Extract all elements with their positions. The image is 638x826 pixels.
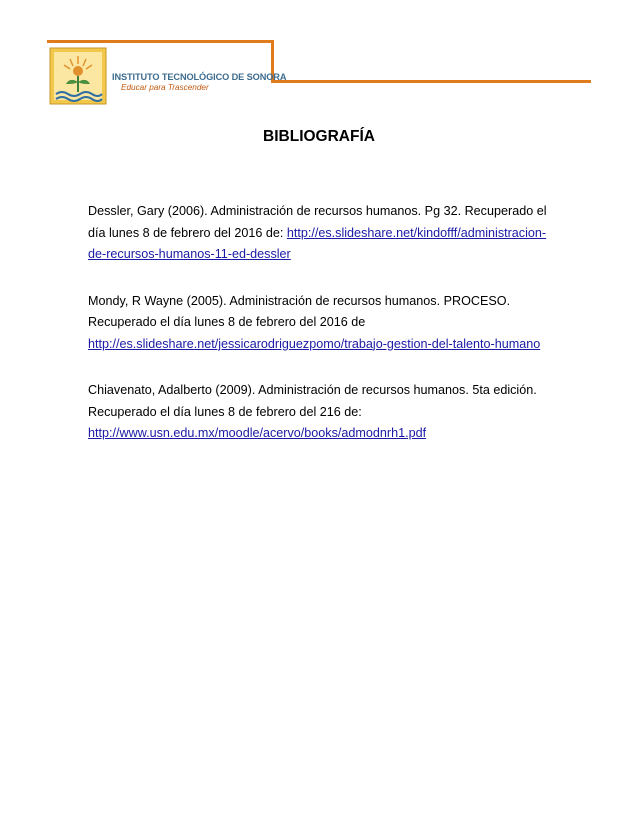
reference-line [88,334,558,356]
page-header [0,0,638,110]
reference-link-dessler[interactable]: http://es.slideshare.net/kindofff/administracion- [286,225,547,240]
institution-name: INSTITUTO TECNOLÓGICO DE SONORA [112,72,287,82]
reference-line [88,423,558,445]
reference-line: Chiavenato, Adalberto (2009). Administración de recursos humanos. 5ta edición. [88,383,537,397]
reference-line [88,244,558,266]
itson-emblem-icon [48,44,110,106]
reference-line: Mondy, R Wayne (2005). Administración de recursos humanos. PROCESO. [88,293,511,308]
reference-chiavenato [88,380,558,445]
institution-slogan: Educar para Trascender [121,83,209,92]
page-title: BIBLIOGRAFÍA [263,128,375,145]
reference-mondy [88,291,558,356]
header-rule-top [47,40,273,43]
reference-line: Recuperado el día lunes 8 de febrero del 2016 de [88,315,366,329]
reference-line: Dessler, Gary (2006). Administración de recursos humanos. Pg 32. Recuperado el [88,204,547,218]
reference-link-chiavenato[interactable]: http://www.usn.edu.mx/moodle/acervo/books/admodnrh1.pdf [88,426,427,440]
reference-link-dessler-continued[interactable]: de-recursos-humanos-11-ed-dessler [88,247,291,261]
reference-text: día lunes 8 de febrero del 2016 de: [88,225,287,240]
reference-dessler [88,201,558,266]
reference-link-mondy[interactable]: http://es.slideshare.net/jessicarodriguezpomo/trabajo-gestion-del-talento-humano [88,336,541,351]
bibliography-list [88,201,558,470]
header-rule-bottom [271,80,591,83]
reference-line: Recuperado el día lunes 8 de febrero del 216 de: [88,404,362,419]
reference-line [88,223,558,245]
institution-logo [48,44,290,106]
